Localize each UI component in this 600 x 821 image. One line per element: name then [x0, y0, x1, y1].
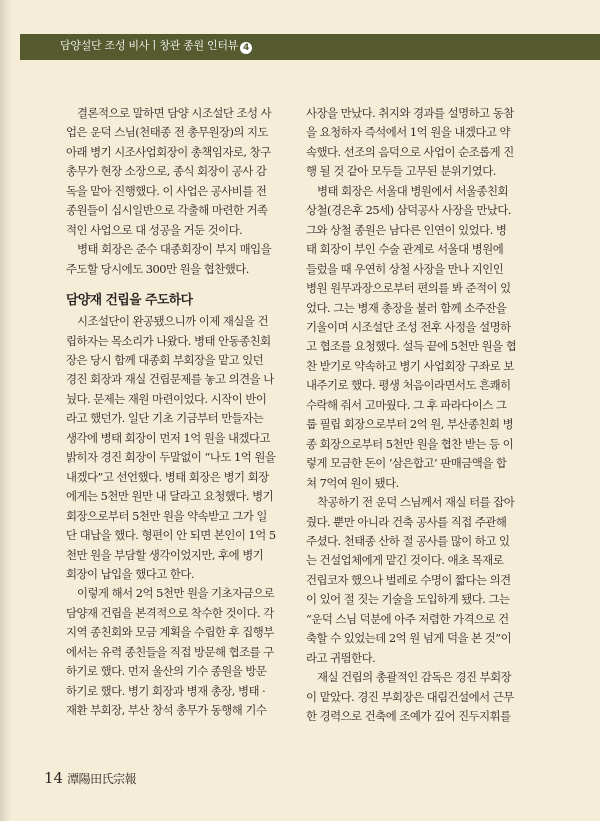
text-line: 건립코자 했으나 벌레로 수명이 짧다는 의견 — [306, 572, 511, 587]
text-line: “운덕 스님 덕분에 아주 저렴한 가격으로 건 — [306, 611, 509, 626]
text-line: 이 맡았다. 경진 부회장은 대림건설에서 근무 — [306, 689, 514, 704]
text-line: 시조설단이 완공됐으니까 이제 재실을 건 — [77, 314, 269, 329]
left-column — [66, 104, 289, 721]
text-line: 하기로 했다. 먼저 울산의 기수 종원을 방문 — [66, 664, 267, 679]
text-line: 회장이 납입을 했다고 한다. — [66, 566, 195, 581]
text-line: 재환 부회장, 부산 창석 총무가 동행해 기수 — [66, 703, 267, 718]
text-line: 찬 받기로 약속하고 병기 사업회장 구좌로 보 — [306, 358, 514, 373]
text-line: 착공하기 전 운덕 스님께서 재실 터를 잡아 — [317, 495, 515, 510]
text-line: 에서는 유력 종친들을 직접 방문해 협조를 구 — [66, 644, 274, 659]
publication-name: 潭陽田氏宗報 — [67, 772, 137, 786]
text-line: 종원들이 십시일반으로 각출해 마련한 거족 — [66, 203, 268, 218]
text-line: 라고 했던가. 일단 기초 기금부터 만들자는 — [66, 411, 264, 426]
text-line: 쳐 7억여 원이 됐다. — [306, 475, 399, 490]
text-line: 속했다. 선조의 음덕으로 사업이 순조롭게 진 — [306, 144, 514, 159]
paragraph — [306, 493, 529, 668]
text-line: 단 대납을 했다. 형편이 안 되면 본인이 1억 5 — [66, 528, 276, 543]
text-line: 라고 귀띔한다. — [306, 650, 376, 665]
page-number: 14 — [44, 769, 64, 787]
text-line: 장은 당시 함께 대종회 부회장을 맡고 있던 — [66, 352, 264, 367]
text-line: 결론적으로 말하면 담양 시조설단 조성 사 — [77, 106, 272, 120]
text-line: 이 있어 절 짓는 기술을 도입하게 됐다. 그는 — [306, 592, 510, 607]
text-line: 렇게 모금한 돈이 ‘삼은합고’ 판매금액을 합 — [306, 456, 507, 471]
text-line: 아래 병기 시조사업회장이 총책임자로, 창구 — [66, 144, 271, 159]
text-line: 주도할 당시에도 300만 원을 협찬했다. — [66, 261, 249, 276]
text-line: 상철(경은후 25세) 삼덕공사 사장을 만났다. — [306, 203, 512, 218]
text-line: 축할 수 있었는데 2억 원 넘게 덕을 본 것”이 — [306, 631, 512, 646]
text-line: 내겠다”고 선언했다. 병태 회장은 병기 회장 — [66, 469, 269, 484]
text-line: 총무가 현장 소장으로, 종식 회장이 공사 감 — [66, 164, 267, 179]
text-line: 담양재 건립을 본격적으로 착수한 것이다. 각 — [66, 605, 274, 620]
text-line: 는 건설업체에게 맡긴 것이다. 애초 목재로 — [306, 553, 504, 568]
page-edge-shadow — [0, 0, 12, 821]
series-number-badge: 4 — [240, 42, 252, 54]
paragraph — [66, 312, 289, 584]
text-line: 태 회장이 부인 수술 관계로 서울대 병원에 — [306, 242, 504, 257]
paragraph — [66, 104, 289, 240]
section-heading: 담양재 건립을 주도하다 — [66, 293, 193, 309]
text-line: 한 경력으로 건축에 조예가 깊어 진두지휘를 — [306, 709, 511, 724]
text-line: 생각에 병태 회장이 먼저 1억 원을 내겠다고 — [66, 430, 271, 445]
text-line: 행 될 것 같아 모두들 고무된 분위기였다. — [306, 164, 496, 179]
text-line: 밝히자 경진 회장이 두말없이 “나도 1억 원을 — [66, 450, 276, 465]
paragraph — [66, 584, 289, 720]
text-line: 하기로 했다. 병기 회장과 병재 총장, 병태 · — [66, 683, 266, 698]
text-line: 을 요청하자 즉석에서 1억 원을 내겠다고 약 — [306, 125, 511, 140]
text-line: 에게는 5천만 원만 내 달라고 요청했다. 병기 — [66, 489, 274, 504]
paragraph — [66, 240, 289, 279]
text-line: 주셨다. 천태종 산하 절 공사를 많이 하고 있 — [306, 533, 510, 548]
text-line: 종 회장으로부터 5천만 원을 협찬 받는 등 이 — [306, 436, 514, 451]
text-line: 적인 사업으로 대 성공을 거둔 것이다. — [66, 222, 243, 237]
text-line: 립하자는 목소리가 나왔다. 병태 안동종친회 — [66, 333, 271, 348]
text-line: 업은 운덕 스님(천태종 전 총무원장)의 지도 — [66, 125, 269, 140]
text-line: 재실 건립의 총괄적인 감독은 경진 부회장 — [317, 670, 512, 685]
text-line: 병원 원무과장으로부터 편의를 봐 준적이 있 — [306, 281, 511, 296]
text-line: 고 협조를 요청했다. 설득 끝에 5천만 원을 협 — [306, 339, 517, 354]
text-line: 들렀을 때 우연히 상철 사장을 만나 지인인 — [306, 261, 504, 276]
paragraph — [306, 668, 529, 726]
paragraph — [306, 104, 529, 182]
text-line: 천만 원을 부담할 생각이었지만, 후에 병기 — [66, 547, 264, 562]
text-line: 그와 상철 종원은 남다른 인연이 있었다. 병 — [306, 222, 507, 237]
text-line: 병태 회장은 준수 대종회장이 부지 매입을 — [77, 242, 272, 257]
text-line: 눴다. 문제는 재원 마련이었다. 시작이 반이 — [66, 391, 267, 406]
section-header-title: 담양설단 조성 비사ㅣ창관 종원 인터뷰 — [60, 39, 239, 52]
text-line: 독을 맡아 진행했다. 이 사업은 공사비를 전 — [66, 183, 267, 198]
text-line: 지역 종친회와 모금 계획을 수립한 후 집행부 — [66, 625, 274, 640]
section-header — [60, 39, 252, 54]
page-footer — [44, 768, 136, 787]
text-line: 사장을 만났다. 취지와 경과를 설명하고 동참 — [306, 106, 514, 120]
text-line: 었다. 그는 병재 총장을 불러 함께 소주잔을 — [306, 300, 507, 315]
text-line: 수락해 줘서 고마웠다. 그 후 파라다이스 그 — [306, 397, 507, 412]
text-line: 룹 필립 회장으로부터 2억 원, 부산종친회 병 — [306, 417, 514, 432]
text-line: 경진 회장과 재실 건립문제를 놓고 의견을 나 — [66, 372, 274, 387]
text-line: 줬다. 뿐만 아니라 건축 공사를 직접 주관해 — [306, 514, 507, 529]
paragraph — [306, 182, 529, 493]
text-line: 기울이며 시조설단 조성 전후 사정을 설명하 — [306, 319, 511, 334]
text-line: 병태 회장은 서울대 병원에서 서울종친회 — [317, 183, 509, 198]
text-line: 회장으로부터 5천만 원을 약속받고 그가 일 — [66, 508, 267, 523]
text-line: 이렇게 해서 2억 5천만 원을 기초자금으로 — [77, 586, 275, 601]
right-column — [306, 104, 529, 727]
text-line: 내주기로 했다. 평생 처음이라면서도 흔쾌히 — [306, 378, 511, 393]
